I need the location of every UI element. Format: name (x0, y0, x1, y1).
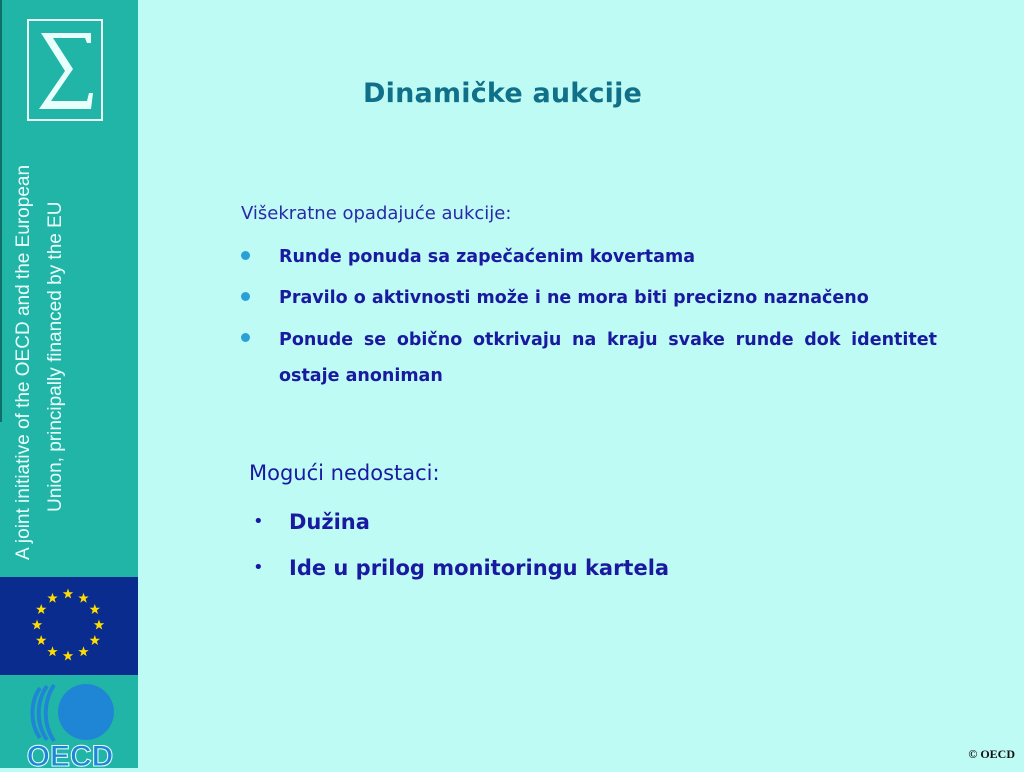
bullet-dot-icon (241, 292, 250, 301)
drawbacks-list (253, 502, 669, 594)
sigma-icon (29, 21, 101, 119)
oecd-emblem-icon (20, 680, 120, 768)
list-item (241, 322, 937, 394)
bullet-dot-icon (241, 251, 250, 260)
list-item-text: Runde ponuda sa zapečaćenim kovertama (279, 247, 696, 267)
list-item (241, 281, 937, 315)
sidebar-edge-line (0, 0, 2, 422)
list-item-text: Ponude se obično otkrivaju na kraju svake runde dok identitet ostaje anoniman (279, 330, 937, 386)
oecd-logo (20, 680, 120, 768)
list-item (253, 548, 669, 588)
list-item-text: Pravilo o aktivnosti može i ne mora biti precizno naznačeno (279, 288, 869, 308)
auction-features-list (241, 240, 937, 401)
bullet-dot-icon (241, 333, 250, 342)
eu-flag-logo (0, 577, 138, 675)
list-item-text: Ide u prilog monitoringu kartela (289, 556, 670, 580)
list-item (241, 240, 937, 274)
sidebar-vertical-caption (8, 135, 72, 560)
vertical-caption-line-1: A joint initiative of the OECD and the European (13, 164, 34, 560)
vertical-caption-line-2: Union, principally financed by the EU (45, 201, 66, 512)
list-item (253, 502, 669, 542)
intro-text: Višekratne opadajuće aukcije: (241, 203, 512, 224)
copyright-notice: © OECD (968, 747, 1015, 761)
drawbacks-heading: Mogući nedostaci: (249, 461, 440, 485)
bullet-icon: • (253, 557, 264, 578)
slide-title: Dinamičke aukcije (363, 78, 643, 109)
sidebar-panel (0, 0, 138, 768)
oecd-logo-text: OECD (26, 740, 114, 768)
bullet-icon: • (253, 511, 264, 532)
list-item-text: Dužina (289, 510, 370, 534)
eu-stars-icon (0, 577, 138, 675)
sigma-logo (27, 19, 103, 121)
